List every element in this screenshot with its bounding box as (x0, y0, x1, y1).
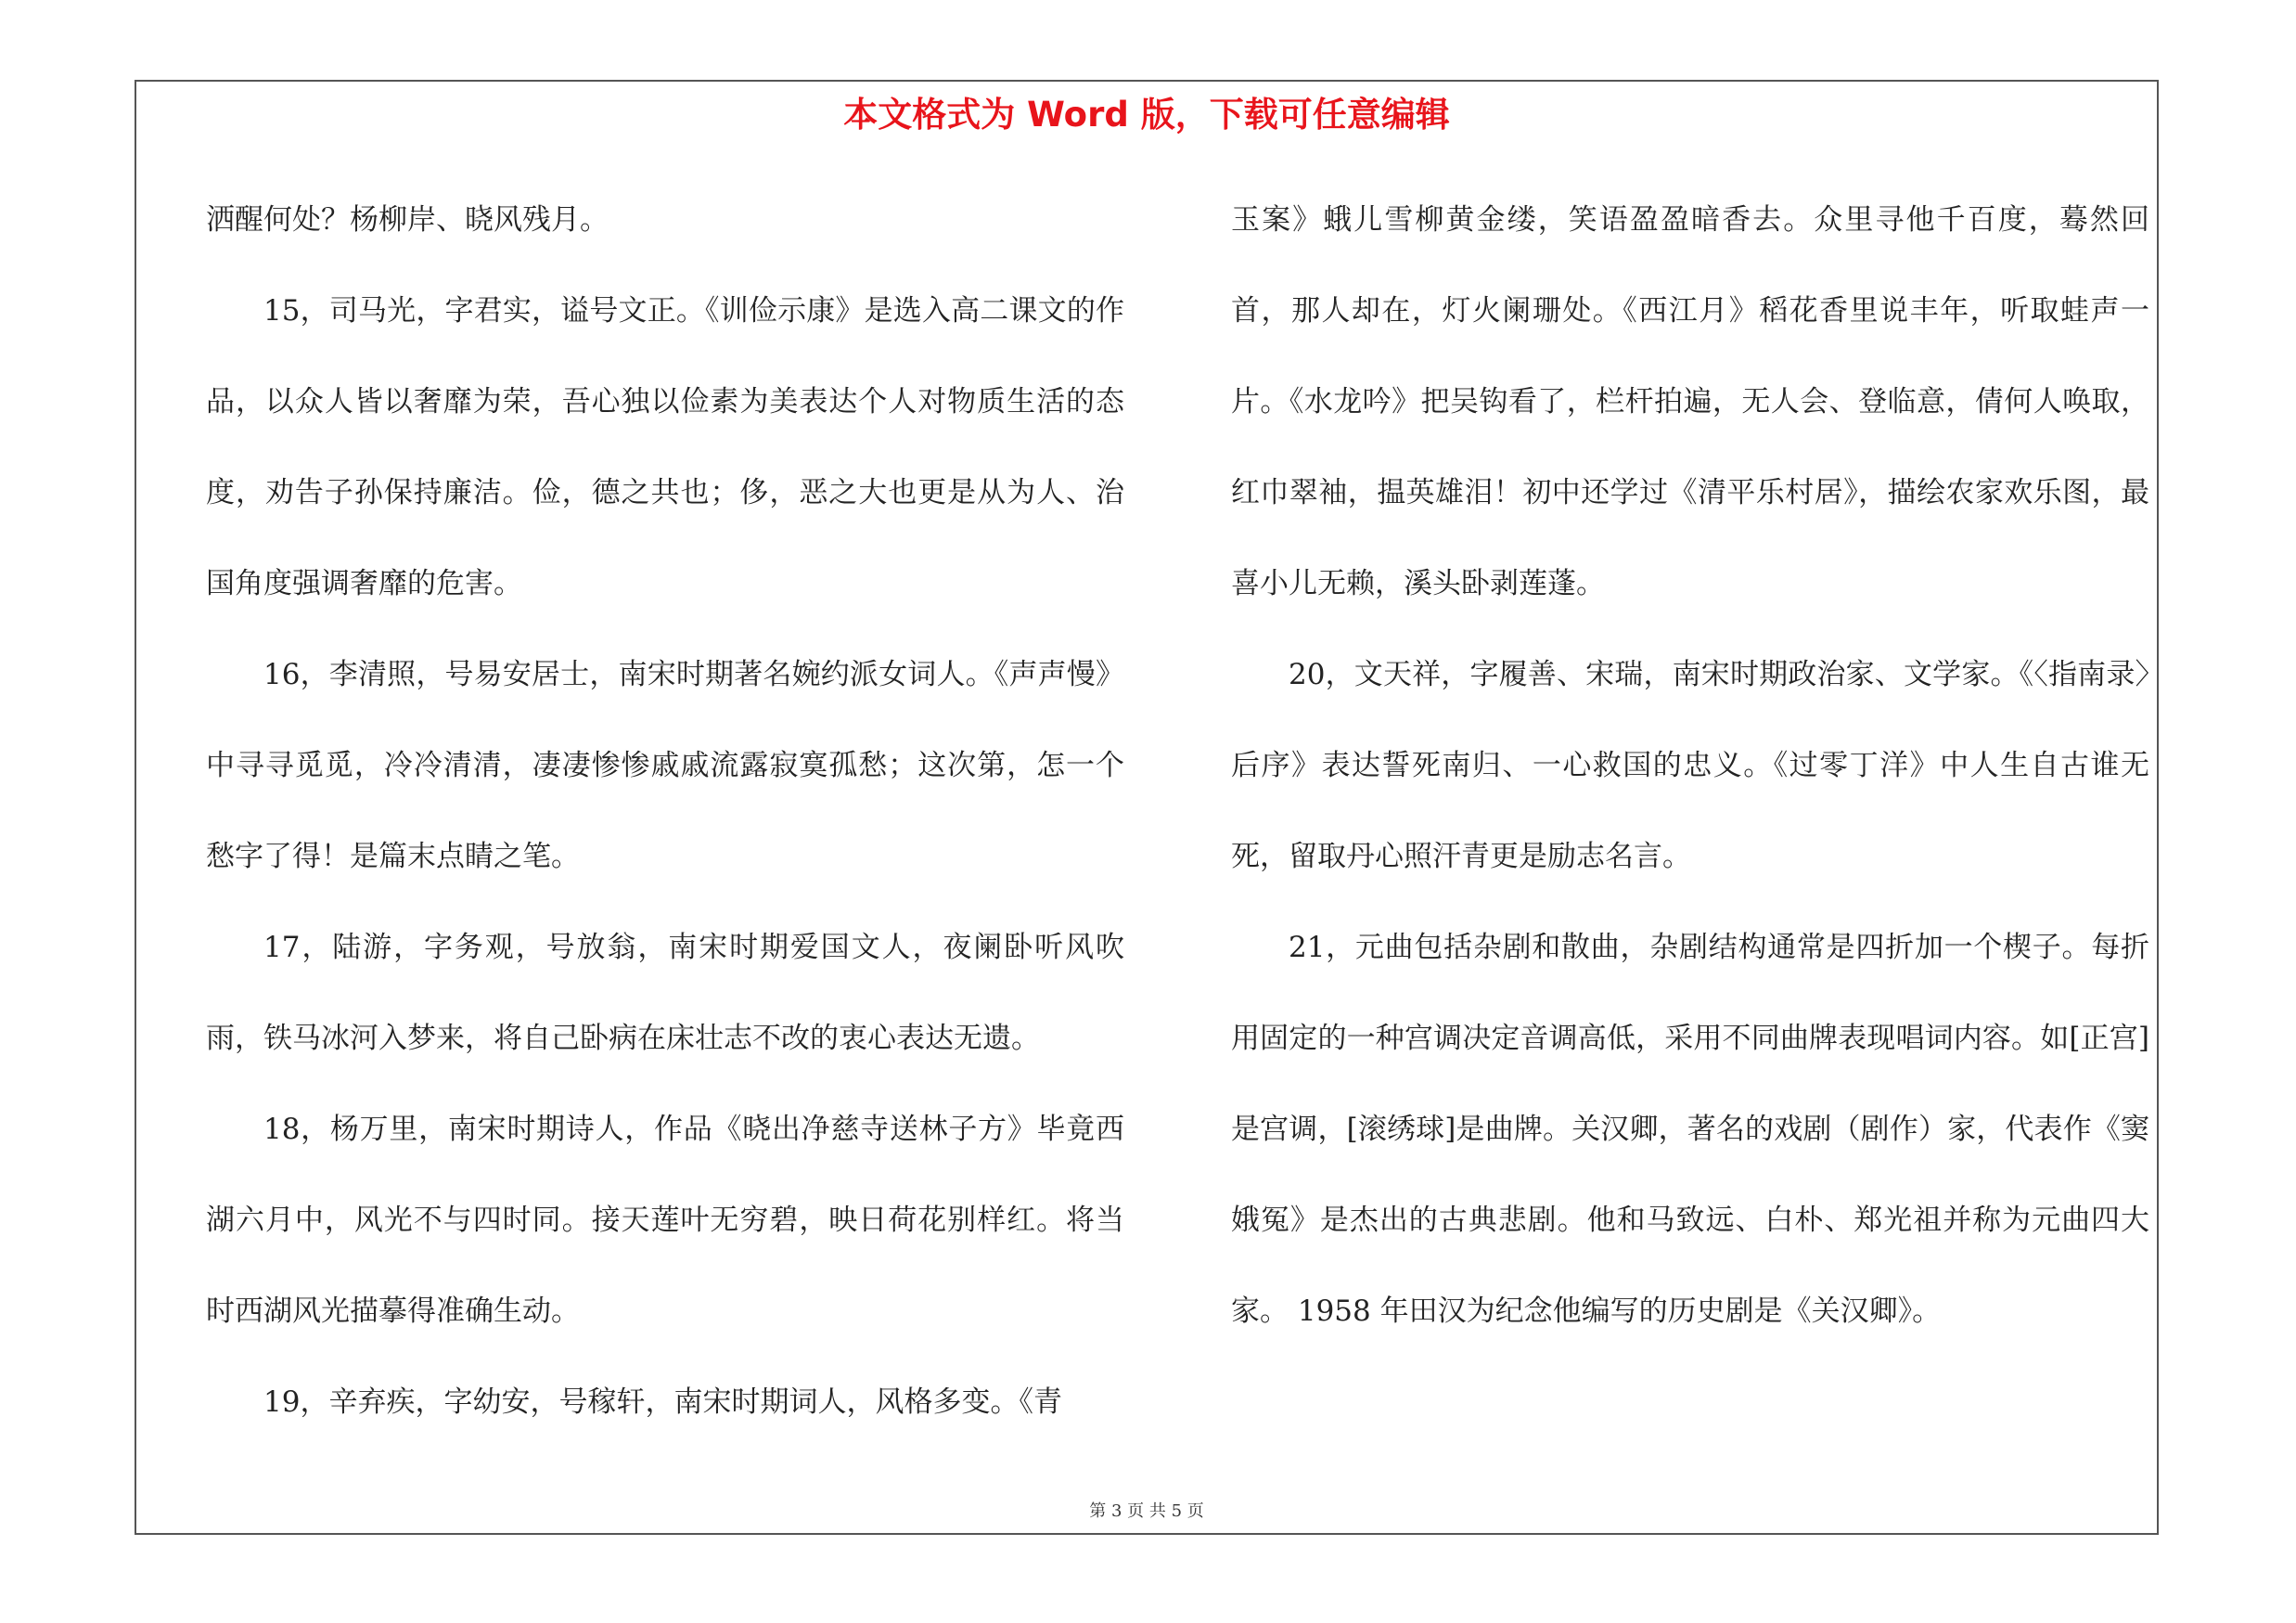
right-column (1231, 174, 2149, 1357)
paragraph: 15，司马光，字君实，谥号文正。《训俭示康》是选入高二课文的作品，以众人皆以奢靡为荣，吾心独以俭素为美表达个人对物质生活的态度，劝告子孙保持廉洁。俭，德之共也；侈，恶之大也更是从为人、治国角度强调奢靡的危害。 (206, 294, 1124, 600)
page-number: 第 3 页 共 5 页 (1089, 1501, 1204, 1521)
paragraph: 21，元曲包括杂剧和散曲，杂剧结构通常是四折加一个楔子。每折用固定的一种宫调决定音调高低，采用不同曲牌表现唱词内容。如[正宫]是宫调，[滚绣球]是曲牌。关汉卿，著名的戏剧（剧作）家，代表作《窦娥冤》是杰出的古典悲剧。他和马致远、白朴、郑光祖并称为元曲四大家。 1958 年田汉为纪念他编写的历史剧是《关汉卿》。 (1231, 931, 2149, 1328)
paragraph: 19，辛弃疾，字幼安，号稼轩，南宋时期词人，风格多变。《青 (263, 1385, 1062, 1419)
paragraph: 20，文天祥，字履善、宋瑞，南宋时期政治家、文学家。《〈指南录〉后序》表达誓死南归、一心救国的忠义。《过零丁洋》中人生自古谁无死，留取丹心照汗青更是励志名言。 (1231, 658, 2149, 873)
left-column (206, 174, 1124, 1448)
header-banner: 本文格式为 Word 版，下载可任意编辑 (843, 95, 1450, 135)
paragraph: 17，陆游，字务观，号放翁，南宋时期爱国文人，夜阑卧听风吹雨，铁马冰河入梦来，将自己卧病在床壮志不改的衷心表达无遗。 (206, 931, 1124, 1055)
page-frame (135, 80, 2159, 1535)
paragraph: 玉案》蛾儿雪柳黄金缕，笑语盈盈暗香去。众里寻他千百度，蓦然回首，那人却在，灯火阑珊处。《西江月》稻花香里说丰年，听取蛙声一片。《水龙吟》把吴钩看了，栏杆拍遍，无人会、登临意，倩何人唤取，红巾翠袖，揾英雄泪！初中还学过《清平乐村居》，描绘农家欢乐图，最喜小儿无赖，溪头卧剥莲蓬。 (1231, 203, 2149, 600)
paragraph: 18，杨万里，南宋时期诗人，作品《晓出净慈寺送林子方》毕竟西湖六月中，风光不与四时同。接天莲叶无穷碧，映日荷花别样红。将当时西湖风光描摹得准确生动。 (206, 1113, 1124, 1328)
paragraph: 16，李清照，号易安居士，南宋时期著名婉约派女词人。《声声慢》中寻寻觅觅，冷冷清清，凄凄惨惨戚戚流露寂寞孤愁；这次第，怎一个愁字了得！是篇末点睛之笔。 (206, 658, 1124, 873)
paragraph: 洒醒何处？杨柳岸、晓风残月。 (206, 203, 609, 237)
